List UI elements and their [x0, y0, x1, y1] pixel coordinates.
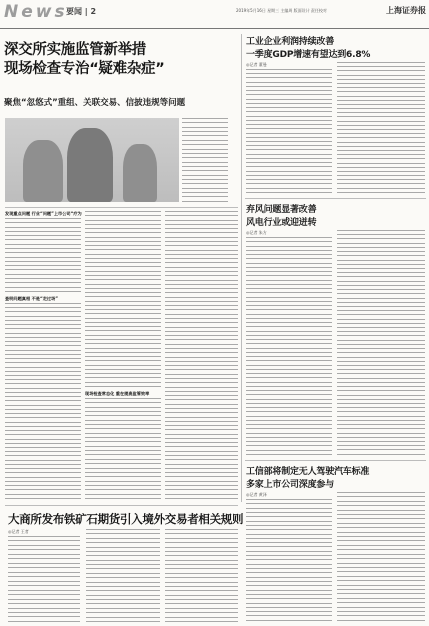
section-label: 要闻 | 2: [66, 7, 97, 16]
right-top-byline: ◎记者 董曼: [246, 62, 267, 67]
right-top-headline-2: 一季度GDP增速有望达到6.8%: [246, 50, 371, 60]
right-bottom-headline-1: 工信部将制定无人驾驶汽车标准: [246, 467, 370, 477]
right-mid-col-1: [246, 237, 332, 455]
issue-meta: 2019年5月16日 星期三 主编周 版面设计 责任校对: [236, 8, 327, 13]
right-mid-byline: ◎记者 朱方: [246, 230, 267, 235]
lead-column-2b: [85, 398, 161, 499]
lead-subtitle: 聚焦“忽悠式”重组、关联交易、信披违规等问题: [4, 98, 186, 108]
right-top-headline-1: 工业企业利润持续改善: [246, 37, 335, 47]
bottom-byline: ◎记者 王者: [8, 529, 29, 534]
right-mid-headline-2: 风电行业或迎迸转: [246, 218, 317, 228]
right-bottom-headline-2: 多家上市公司深度参与: [246, 480, 335, 490]
lead-column-2: [85, 211, 161, 387]
lead-section-head-3: 现场检查常态化 重在提高监管效率: [85, 391, 150, 396]
right-top-col-2: [337, 62, 425, 193]
bottom-col-3: [165, 529, 238, 622]
newspaper-logo: 上海证券报: [386, 5, 426, 15]
bottom-col-1: [8, 536, 80, 622]
right-mid-col-2: [337, 230, 425, 455]
right-bottom-col-2: [337, 492, 425, 621]
right-top-col-1: [246, 69, 332, 193]
bottom-col-2: [86, 529, 160, 622]
lead-headline-2: 现场检查专治“疑难杂症”: [4, 61, 165, 77]
lead-intro-text: [182, 118, 228, 202]
masthead-news: News: [4, 2, 68, 22]
right-bottom-byline: ◎记者 黄泽: [246, 492, 267, 497]
lead-headline-1: 深交所实施监管新举措: [4, 42, 146, 58]
lead-column-3: [165, 211, 238, 499]
header-rule: [0, 28, 429, 29]
lead-photo: [5, 118, 179, 202]
lead-column-1: [5, 218, 81, 292]
right-bottom-col-1: [246, 499, 332, 621]
lead-section-head-1: 发现重点问题 行业“问题”上市公司“疗为: [5, 211, 82, 216]
right-mid-headline-1: 弃风问题显著改善: [246, 205, 317, 215]
lead-section-head-2: 查明问题真相 不是“走过场”: [5, 296, 59, 301]
bottom-headline: 大商所发布铁矿石期货引入境外交易者相关规则: [8, 512, 244, 526]
lead-column-1b: [5, 303, 81, 499]
